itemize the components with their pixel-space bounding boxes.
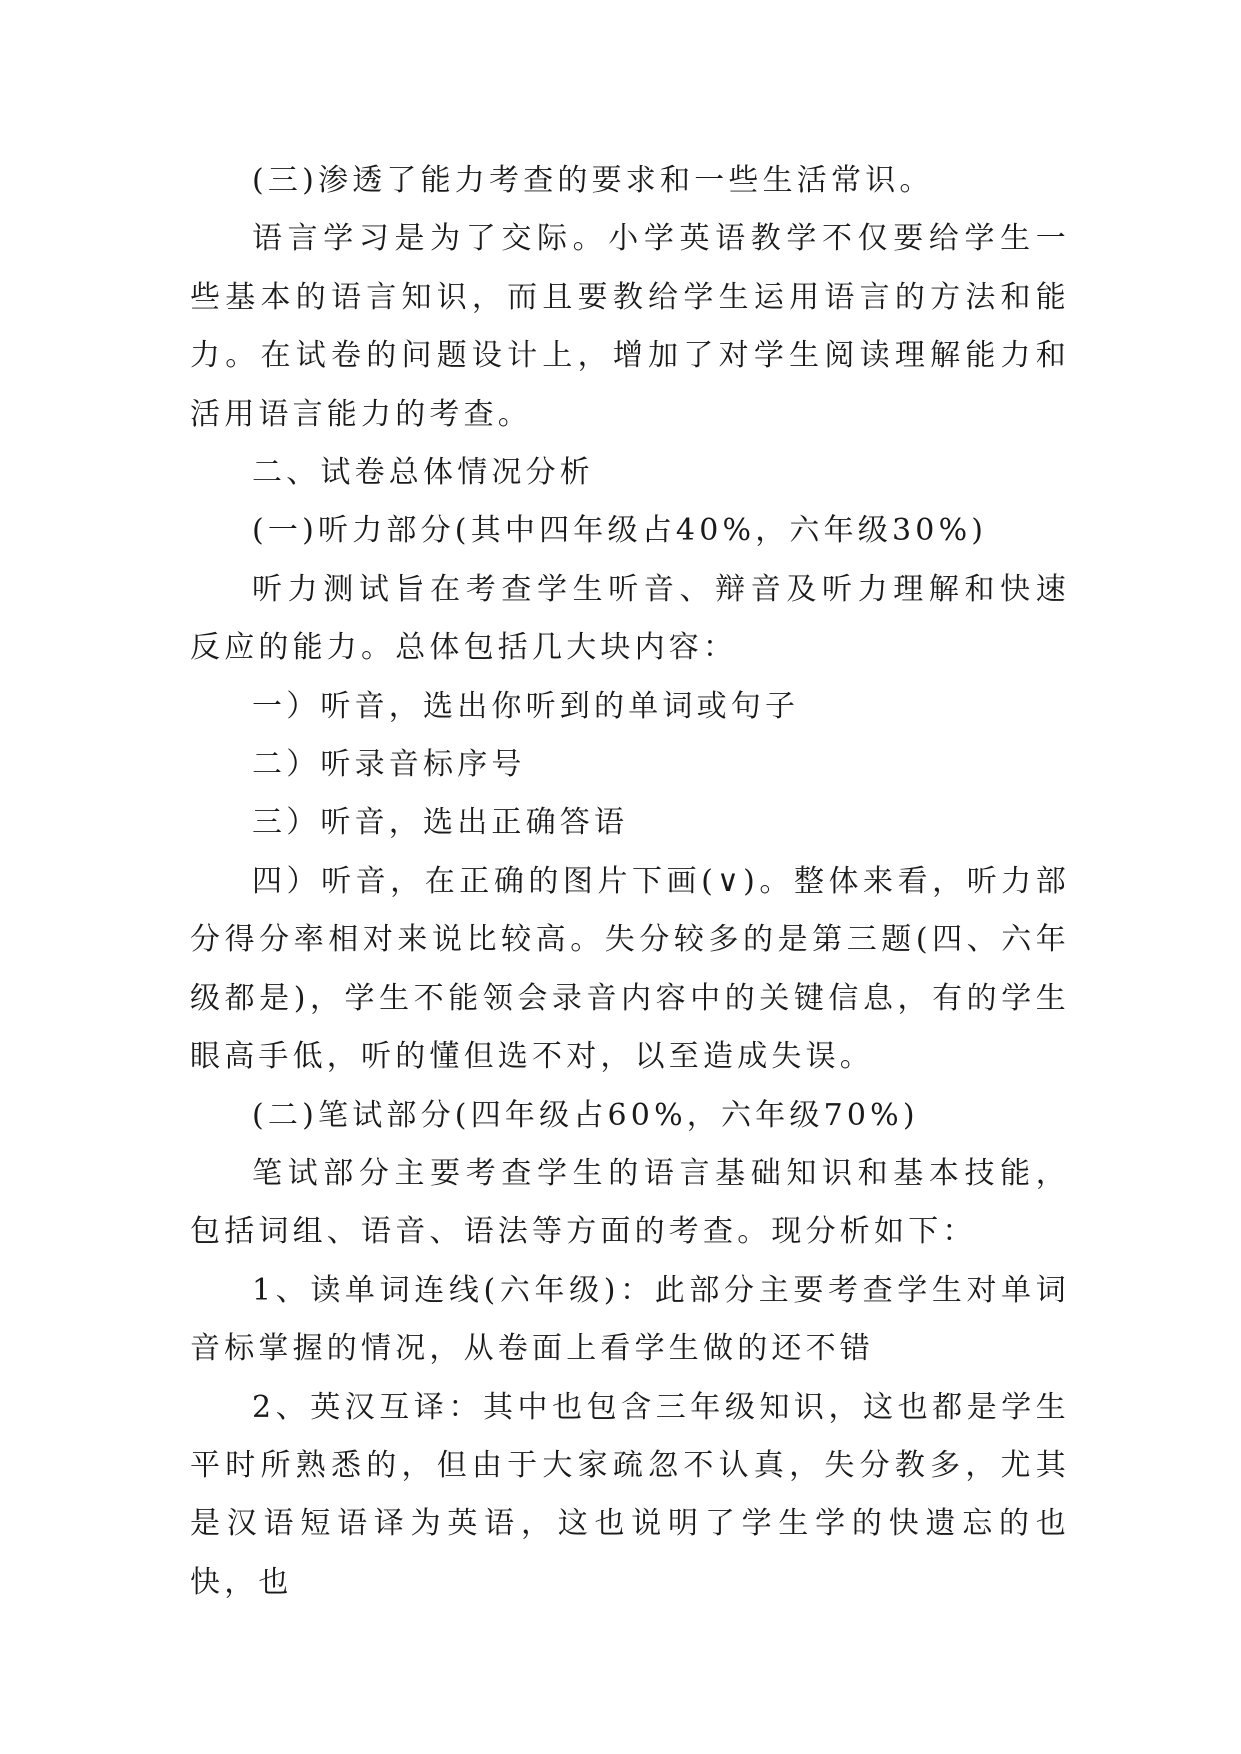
document-body bbox=[190, 152, 1070, 1612]
paragraph-listening-item-4: 四）听音，在正确的图片下画(∨)。整体来看，听力部分得分率相对来说比较高。失分较多的是第三题(四、六年级都是)，学生不能领会录音内容中的关键信息，有的学生眼高手低，听的懂但选不对，以至造成失误。 bbox=[190, 863, 1070, 1075]
paragraph-listening-item-1: 一）听音，选出你听到的单词或句子 bbox=[252, 688, 800, 724]
paragraph-written-item-2: 2、英汉互译：其中也包含三年级知识，这也都是学生平时所熟悉的，但由于大家疏忽不认真，失分教多，尤其是汉语短语译为英语，这也说明了学生学的快遗忘的也快，也 bbox=[190, 1389, 1070, 1600]
paragraph-written-intro: 笔试部分主要考查学生的语言基础知识和基本技能，包括词组、语音、语法等方面的考查。现分析如下： bbox=[190, 1155, 1070, 1250]
paragraph-written-heading: (二)笔试部分(四年级占60%，六年级70%) bbox=[252, 1097, 919, 1133]
paragraph-language-learning: 语言学习是为了交际。小学英语教学不仅要给学生一些基本的语言知识，而且要教给学生运用语言的方法和能力。在试卷的问题设计上，增加了对学生阅读理解能力和活用语言能力的考查。 bbox=[190, 221, 1070, 432]
paragraph-written-item-1: 1、读单词连线(六年级)：此部分主要考查学生对单词音标掌握的情况，从卷面上看学生做的还不错 bbox=[190, 1272, 1070, 1367]
paragraph-listening-intro: 听力测试旨在考查学生听音、辩音及听力理解和快速反应的能力。总体包括几大块内容： bbox=[190, 571, 1070, 666]
paragraph-part-2-heading: 二、试卷总体情况分析 bbox=[252, 455, 594, 491]
paragraph-listening-item-3: 三）听音，选出正确答语 bbox=[252, 805, 629, 841]
paragraph-listening-item-2: 二）听录音标序号 bbox=[252, 747, 526, 783]
paragraph-listening-heading: (一)听力部分(其中四年级占40%，六年级30%) bbox=[252, 513, 988, 549]
paragraph-section-3-heading: (三)渗透了能力考查的要求和一些生活常识。 bbox=[252, 163, 934, 198]
